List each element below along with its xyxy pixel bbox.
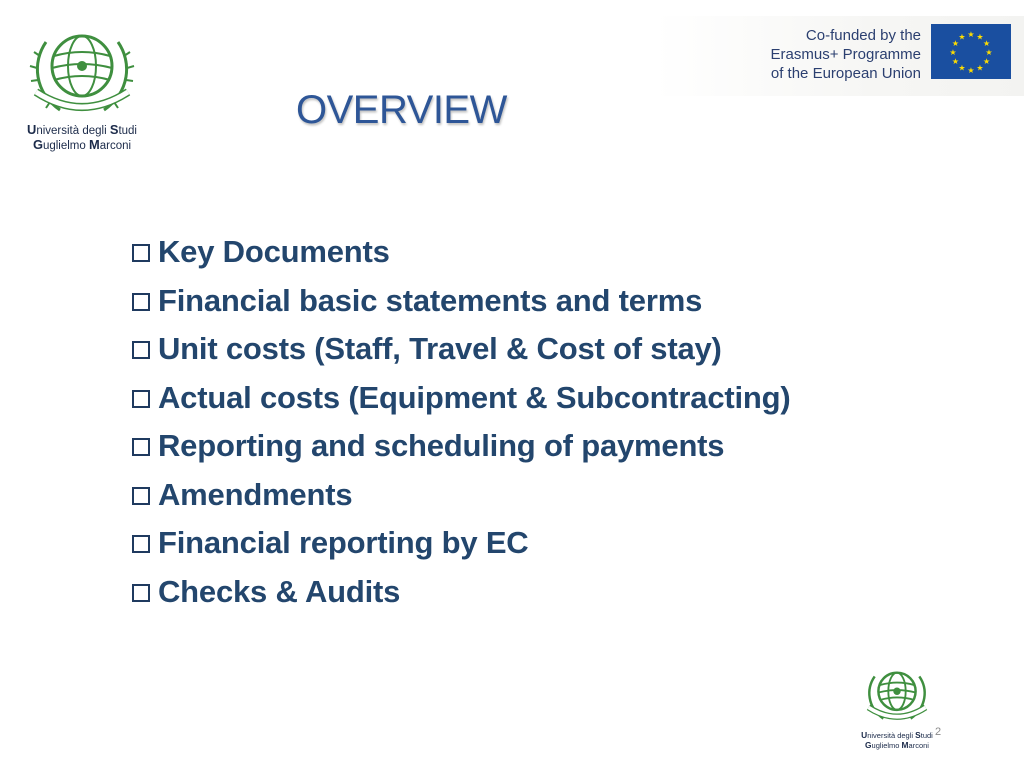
university-logo-small xyxy=(860,664,934,750)
eu-flag-icon xyxy=(931,24,1011,79)
svg-text:★: ★ xyxy=(951,57,959,66)
page-number: 2 xyxy=(935,726,942,738)
slide-title: OVERVIEW xyxy=(296,88,507,132)
logo-university-name: Università degli Studi xyxy=(27,122,137,137)
logo-university-name: Università degli Studi xyxy=(861,730,933,740)
list-item: Amendments xyxy=(130,471,791,520)
list-item: Actual costs (Equipment & Subcontracting) xyxy=(130,374,791,423)
svg-text:★: ★ xyxy=(967,66,975,75)
svg-text:★: ★ xyxy=(967,30,975,39)
checkbox-bullet-icon xyxy=(130,479,152,511)
list-item: Key Documents xyxy=(130,228,791,277)
cofunded-line-3: of the European Union xyxy=(770,65,921,82)
cofunded-line-1: Co-funded by the xyxy=(805,27,921,44)
checkbox-bullet-icon xyxy=(130,285,152,317)
globe-emblem-small-icon xyxy=(862,664,932,726)
svg-text:★: ★ xyxy=(983,57,991,66)
checkbox-bullet-icon xyxy=(130,333,152,365)
list-item: Reporting and scheduling of payments xyxy=(130,422,791,471)
checkbox-bullet-icon xyxy=(130,236,152,268)
university-logo xyxy=(22,22,142,152)
logo-university-name-line2: Guglielmo Marconi xyxy=(32,137,132,152)
checkbox-bullet-icon xyxy=(130,527,152,559)
svg-text:★: ★ xyxy=(958,63,966,73)
list-item: Financial basic statements and terms xyxy=(130,277,791,326)
logo-university-name-line2: Guglielmo Marconi xyxy=(865,740,929,750)
globe-emblem-icon xyxy=(26,22,138,122)
svg-text:★: ★ xyxy=(976,63,984,73)
list-item: Checks & Audits xyxy=(130,568,791,617)
checkbox-bullet-icon xyxy=(130,382,152,414)
list-item: Unit costs (Staff, Travel & Cost of stay) xyxy=(130,325,791,374)
cofunded-text xyxy=(755,26,921,83)
list-item: Financial reporting by EC xyxy=(130,519,791,568)
checkbox-bullet-icon xyxy=(130,430,152,462)
svg-text:★: ★ xyxy=(983,39,991,48)
svg-text:★: ★ xyxy=(958,32,966,42)
checkbox-bullet-icon xyxy=(130,576,152,608)
svg-text:★: ★ xyxy=(949,48,957,57)
cofunded-line-2: Erasmus+ Programme xyxy=(770,46,921,63)
svg-text:★: ★ xyxy=(951,39,959,48)
svg-text:★: ★ xyxy=(985,48,993,57)
erasmus-banner xyxy=(655,16,1024,96)
svg-text:★: ★ xyxy=(976,32,984,42)
overview-list xyxy=(130,228,791,616)
